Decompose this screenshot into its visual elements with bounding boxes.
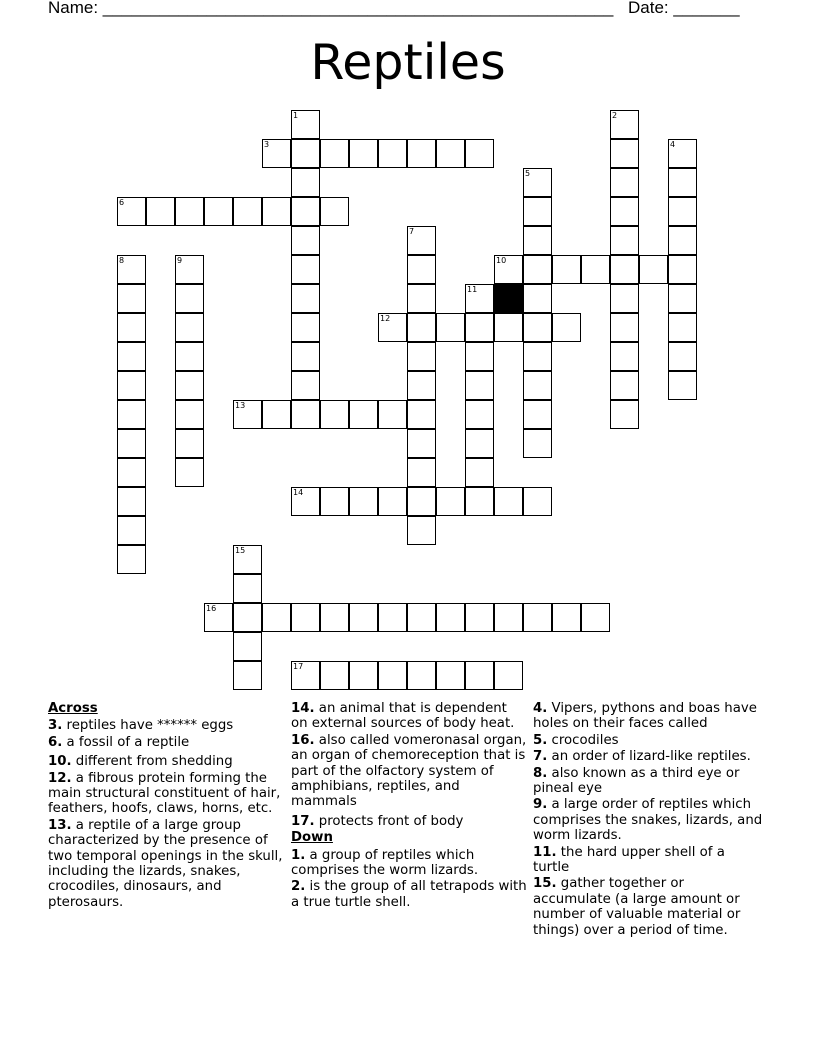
crossword-cell[interactable] <box>117 255 146 284</box>
crossword-cell[interactable] <box>465 342 494 371</box>
crossword-cell[interactable] <box>175 284 204 313</box>
crossword-cell[interactable] <box>610 284 639 313</box>
crossword-cell[interactable] <box>523 487 552 516</box>
clue-number: 13 <box>235 401 246 410</box>
crossword-cell[interactable] <box>407 429 436 458</box>
crossword-cell[interactable] <box>175 458 204 487</box>
down-clue: 4. Vipers, pythons and boas have holes on their faces called <box>533 701 757 732</box>
crossword-cell[interactable] <box>494 603 523 632</box>
crossword-cell[interactable] <box>523 255 552 284</box>
crossword-cell[interactable] <box>378 661 407 690</box>
crossword-cell[interactable] <box>233 574 262 603</box>
clues-column-1 <box>48 701 283 911</box>
crossword-cell[interactable] <box>262 197 291 226</box>
crossword-cell[interactable] <box>320 197 349 226</box>
crossword-cell[interactable] <box>117 342 146 371</box>
down-clue: 2. is the group of all tetrapods with a true turtle shell. <box>291 879 527 910</box>
date-field-line: Date: _______ <box>628 0 740 17</box>
crossword-cell[interactable] <box>552 603 581 632</box>
crossword-cell[interactable] <box>610 255 639 284</box>
clue-number: 5 <box>525 169 531 178</box>
crossword-cell[interactable] <box>465 139 494 168</box>
crossword-cell[interactable] <box>610 168 639 197</box>
black-square <box>494 284 523 313</box>
crossword-cell[interactable] <box>668 284 697 313</box>
down-heading: Down <box>291 830 333 846</box>
crossword-cell[interactable] <box>175 400 204 429</box>
crossword-cell[interactable] <box>610 313 639 342</box>
crossword-cell[interactable] <box>117 284 146 313</box>
crossword-cell[interactable] <box>291 168 320 197</box>
crossword-cell[interactable] <box>407 661 436 690</box>
crossword-cell[interactable] <box>291 487 320 516</box>
crossword-cell[interactable] <box>552 255 581 284</box>
clue-number: 4 <box>670 140 676 149</box>
across-clue: 14. an animal that is dependent on external sources of body heat. <box>291 701 515 732</box>
crossword-cell[interactable] <box>465 661 494 690</box>
crossword-cell[interactable] <box>262 400 291 429</box>
crossword-cell[interactable] <box>436 139 465 168</box>
crossword-cell[interactable] <box>175 313 204 342</box>
crossword-cell[interactable] <box>523 168 552 197</box>
crossword-cell[interactable] <box>320 603 349 632</box>
clue-number: 10 <box>496 256 507 265</box>
clue-number: 1 <box>293 111 299 120</box>
clue-number: 7 <box>409 227 415 236</box>
crossword-cell[interactable] <box>291 139 320 168</box>
crossword-cell[interactable] <box>407 284 436 313</box>
clue-number: 8 <box>119 256 125 265</box>
crossword-cell[interactable] <box>262 603 291 632</box>
clue-number: 16 <box>206 604 217 613</box>
down-clue: 1. a group of reptiles which comprises the worm lizards. <box>291 847 479 879</box>
crossword-cell[interactable] <box>668 226 697 255</box>
crossword-cell[interactable] <box>407 139 436 168</box>
crossword-cell[interactable] <box>552 313 581 342</box>
crossword-cell[interactable] <box>349 139 378 168</box>
name-field-line: Name: ______________________________________________________ <box>48 0 614 17</box>
crossword-cell[interactable] <box>262 139 291 168</box>
crossword-cell[interactable] <box>117 545 146 574</box>
crossword-cell[interactable] <box>407 603 436 632</box>
crossword-cell[interactable] <box>117 400 146 429</box>
crossword-cell[interactable] <box>407 371 436 400</box>
crossword-cell[interactable] <box>668 168 697 197</box>
crossword-cell[interactable] <box>175 342 204 371</box>
crossword-cell[interactable] <box>610 139 639 168</box>
crossword-cell[interactable] <box>146 197 175 226</box>
crossword-cell[interactable] <box>291 400 320 429</box>
crossword-cell[interactable] <box>494 313 523 342</box>
crossword-cell[interactable] <box>175 429 204 458</box>
crossword-cell[interactable] <box>291 603 320 632</box>
across-clue: 16. also called vomeronasal organ, an organ of chemoreception that is part of the olfactory system of amphibians, reptiles, and mammals <box>291 732 527 810</box>
crossword-cell[interactable] <box>233 197 262 226</box>
crossword-cell[interactable] <box>610 400 639 429</box>
crossword-cell[interactable] <box>668 371 697 400</box>
crossword-cell[interactable] <box>494 487 523 516</box>
crossword-cell[interactable] <box>291 255 320 284</box>
crossword-cell[interactable] <box>668 255 697 284</box>
crossword-cell[interactable] <box>465 371 494 400</box>
down-clue: 9. a large order of reptiles which comprises the snakes, lizards, and worm lizards. <box>533 797 763 844</box>
crossword-cell[interactable] <box>436 487 465 516</box>
crossword-cell[interactable] <box>523 313 552 342</box>
across-clue: 17. protects front of body <box>291 813 464 829</box>
crossword-cell[interactable] <box>204 197 233 226</box>
crossword-cell[interactable] <box>291 110 320 139</box>
clue-number: 3 <box>264 140 270 149</box>
crossword-cell[interactable] <box>117 429 146 458</box>
crossword-cell[interactable] <box>523 284 552 313</box>
crossword-cell[interactable] <box>117 487 146 516</box>
crossword-cell[interactable] <box>610 342 639 371</box>
clues-column-2 <box>291 701 527 911</box>
crossword-cell[interactable] <box>291 284 320 313</box>
crossword-cell[interactable] <box>349 487 378 516</box>
across-clue: 12. a fibrous protein forming the main structural constituent of hair, feathers, hoofs, claws, horns, etc. <box>48 770 281 817</box>
crossword-cell[interactable] <box>407 458 436 487</box>
crossword-cell[interactable] <box>465 313 494 342</box>
crossword-cell[interactable] <box>407 516 436 545</box>
crossword-cell[interactable] <box>465 487 494 516</box>
crossword-cell[interactable] <box>175 371 204 400</box>
crossword-cell[interactable] <box>320 139 349 168</box>
crossword-cell[interactable] <box>668 139 697 168</box>
page-title: Reptiles <box>310 34 506 91</box>
crossword-cell[interactable] <box>523 342 552 371</box>
crossword-cell[interactable] <box>436 661 465 690</box>
crossword-cell[interactable] <box>117 371 146 400</box>
crossword-cell[interactable] <box>117 458 146 487</box>
crossword-cell[interactable] <box>523 371 552 400</box>
crossword-cell[interactable] <box>407 255 436 284</box>
crossword-cell[interactable] <box>349 400 378 429</box>
clues-column-3 <box>533 701 763 939</box>
down-clue: 7. an order of lizard-like reptiles. <box>533 749 751 765</box>
clue-number: 14 <box>293 488 304 497</box>
across-clue: 10. different from shedding <box>48 754 233 770</box>
down-clue: 11. the hard upper shell of a turtle <box>533 844 725 876</box>
crossword-cell[interactable] <box>581 603 610 632</box>
crossword-cell[interactable] <box>668 197 697 226</box>
crossword-cell[interactable] <box>291 661 320 690</box>
clue-number: 15 <box>235 546 246 555</box>
crossword-cell[interactable] <box>378 487 407 516</box>
across-clue: 3. reptiles have ****** eggs <box>48 718 234 734</box>
crossword-cell[interactable] <box>233 545 262 574</box>
crossword-cell[interactable] <box>291 197 320 226</box>
crossword-cell[interactable] <box>494 661 523 690</box>
crossword-cell[interactable] <box>407 226 436 255</box>
crossword-cell[interactable] <box>117 516 146 545</box>
crossword-cell[interactable] <box>436 313 465 342</box>
crossword-cell[interactable] <box>233 603 262 632</box>
down-clue: 15. gather together or accumulate (a large amount or number of valuable material or things) over a period of time. <box>533 876 741 938</box>
crossword-cell[interactable] <box>117 197 146 226</box>
crossword-cell[interactable] <box>378 400 407 429</box>
clue-number: 11 <box>467 285 478 294</box>
crossword-cell[interactable] <box>320 400 349 429</box>
crossword-cell[interactable] <box>349 661 378 690</box>
crossword-cell[interactable] <box>436 603 465 632</box>
clue-number: 9 <box>177 256 183 265</box>
clue-number: 2 <box>612 111 618 120</box>
crossword-cell[interactable] <box>233 661 262 690</box>
crossword-cell[interactable] <box>175 197 204 226</box>
crossword-cell[interactable] <box>581 255 610 284</box>
crossword-cell[interactable] <box>291 313 320 342</box>
crossword-cell[interactable] <box>291 342 320 371</box>
down-clue: 8. also known as a third eye or pineal eye <box>533 765 740 797</box>
down-clue: 5. crocodiles <box>533 732 619 748</box>
crossword-cell[interactable] <box>639 255 668 284</box>
crossword-cell[interactable] <box>494 255 523 284</box>
crossword-cell[interactable] <box>320 487 349 516</box>
crossword-cell[interactable] <box>378 139 407 168</box>
crossword-cell[interactable] <box>465 429 494 458</box>
crossword-cell[interactable] <box>378 603 407 632</box>
across-clue: 6. a fossil of a reptile <box>48 734 190 750</box>
across-clue: 13. a reptile of a large group characterized by the presence of two temporal openings in the skull, including the lizards, snakes, crocodiles, dinosaurs, and pterosaurs. <box>48 817 283 910</box>
crossword-cell[interactable] <box>465 458 494 487</box>
crossword-cell[interactable] <box>407 400 436 429</box>
crossword-cell[interactable] <box>610 226 639 255</box>
crossword-cell[interactable] <box>175 255 204 284</box>
crossword-cell[interactable] <box>465 603 494 632</box>
crossword-cell[interactable] <box>523 400 552 429</box>
across-heading: Across <box>48 701 98 716</box>
crossword-cell[interactable] <box>523 429 552 458</box>
clue-number: 17 <box>293 662 304 671</box>
crossword-cell[interactable] <box>610 371 639 400</box>
crossword-cell[interactable] <box>523 226 552 255</box>
clue-number: 12 <box>380 314 391 323</box>
crossword-cell[interactable] <box>291 371 320 400</box>
crossword-cell[interactable] <box>233 632 262 661</box>
crossword-cell[interactable] <box>407 487 436 516</box>
crossword-cell[interactable] <box>291 226 320 255</box>
crossword-cell[interactable] <box>465 400 494 429</box>
crossword-cell[interactable] <box>204 603 233 632</box>
crossword-cell[interactable] <box>668 342 697 371</box>
clue-number: 6 <box>119 198 125 207</box>
crossword-cell[interactable] <box>407 342 436 371</box>
crossword-cell[interactable] <box>407 313 436 342</box>
crossword-cell[interactable] <box>320 661 349 690</box>
crossword-cell[interactable] <box>233 400 262 429</box>
crossword-cell[interactable] <box>668 313 697 342</box>
crossword-cell[interactable] <box>117 313 146 342</box>
crossword-cell[interactable] <box>610 197 639 226</box>
crossword-cell[interactable] <box>523 197 552 226</box>
crossword-cell[interactable] <box>378 313 407 342</box>
crossword-cell[interactable] <box>349 603 378 632</box>
crossword-cell[interactable] <box>465 284 494 313</box>
crossword-cell[interactable] <box>523 603 552 632</box>
crossword-cell[interactable] <box>610 110 639 139</box>
